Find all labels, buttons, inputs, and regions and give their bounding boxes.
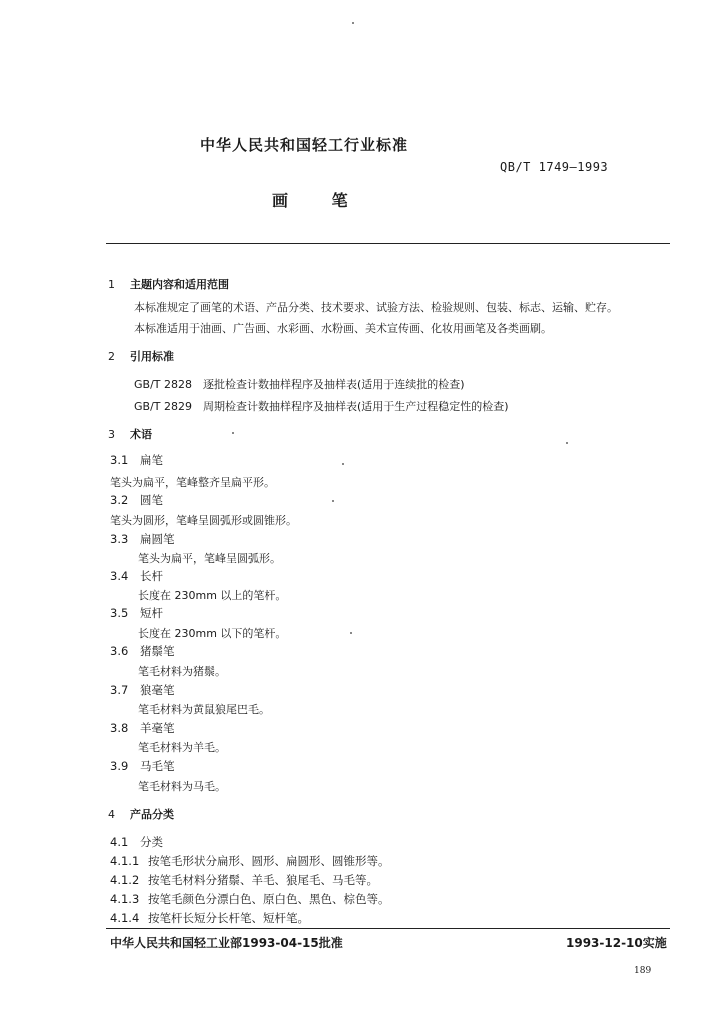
- reference-gb-2828: GB/T 2828 逐批检查计数抽样程序及抽样表(适用于连续批的检查): [134, 378, 465, 391]
- term-name: 圆笔: [140, 493, 163, 507]
- term-3-8: [110, 720, 175, 736]
- section-number: 3: [108, 428, 115, 441]
- clause-text: 按笔毛形状分扁形、圆形、扁圆形、圆锥形等。: [148, 854, 390, 868]
- term-name: 长杆: [140, 569, 163, 583]
- term-name: 短杆: [140, 606, 163, 620]
- term-name: 马毛笔: [140, 759, 175, 773]
- section-title: 主题内容和适用范围: [130, 278, 229, 291]
- classification-4-1-1: [110, 853, 390, 869]
- term-3-6: [110, 643, 175, 659]
- scan-speck: [350, 632, 352, 634]
- term-3-1-definition: 笔头为扁平，笔峰整齐呈扁平形。: [110, 476, 275, 489]
- term-number: 3.8: [110, 721, 129, 735]
- term-number: 3.1: [110, 453, 129, 467]
- scan-speck: [342, 463, 344, 465]
- term-3-1: [110, 452, 163, 468]
- term-number: 3.3: [110, 532, 129, 546]
- term-3-7: [110, 682, 175, 698]
- approval-line: 中华人民共和国轻工业部1993-04-15批准: [110, 936, 343, 950]
- clause-number: 4.1: [110, 835, 129, 849]
- term-3-2-definition: 笔头为圆形，笔峰呈圆弧形或圆锥形。: [110, 514, 297, 527]
- section-number: 4: [108, 808, 115, 821]
- scan-speck: [352, 22, 354, 24]
- clause-number: 4.1.2: [110, 873, 140, 887]
- term-3-5-definition: 长度在 230mm 以下的笔杆。: [138, 627, 287, 640]
- term-number: 3.7: [110, 683, 129, 697]
- term-3-4: [110, 568, 163, 584]
- section-4-heading: [108, 806, 174, 822]
- term-name: 扁圆笔: [140, 532, 175, 546]
- classification-4-1-4: [110, 910, 309, 926]
- term-number: 3.9: [110, 759, 129, 773]
- section-title: 产品分类: [130, 808, 174, 821]
- clause-text: 分类: [140, 835, 163, 849]
- header-divider: [106, 243, 670, 244]
- term-number: 3.6: [110, 644, 129, 658]
- classification-4-1: [110, 834, 163, 850]
- section-number: 1: [108, 278, 115, 291]
- term-number: 3.2: [110, 493, 129, 507]
- reference-gb-2829: GB/T 2829 周期检查计数抽样程序及抽样表(适用于生产过程稳定性的检查): [134, 400, 509, 413]
- clause-text: 按笔毛颜色分漂白色、原白色、黑色、棕色等。: [148, 892, 390, 906]
- implementation-date: 1993-12-10实施: [566, 936, 667, 950]
- term-number: 3.4: [110, 569, 129, 583]
- term-3-3: [110, 531, 175, 547]
- clause-number: 4.1.3: [110, 892, 140, 906]
- section-1-heading: [108, 276, 229, 292]
- term-3-7-definition: 笔毛材料为黄鼠狼尾巴毛。: [138, 703, 270, 716]
- term-name: 猪鬃笔: [140, 644, 175, 658]
- section-3-heading: [108, 426, 152, 442]
- term-3-4-definition: 长度在 230mm 以上的笔杆。: [138, 589, 287, 602]
- page-number: 189: [634, 966, 652, 976]
- term-3-5: [110, 605, 163, 621]
- scan-speck: [332, 500, 334, 502]
- clause-text: 按笔毛材料分猪鬃、羊毛、狼尾毛、马毛等。: [148, 873, 378, 887]
- term-3-8-definition: 笔毛材料为羊毛。: [138, 741, 226, 754]
- standard-category-title: 中华人民共和国轻工行业标准: [200, 136, 409, 154]
- section-2-heading: [108, 348, 174, 364]
- term-3-6-definition: 笔毛材料为猪鬃。: [138, 665, 226, 678]
- section-number: 2: [108, 350, 115, 363]
- term-name: 扁笔: [140, 453, 163, 467]
- footer-divider: [106, 928, 670, 929]
- section-title: 术语: [130, 428, 152, 441]
- clause-number: 4.1.1: [110, 854, 140, 868]
- classification-4-1-3: [110, 891, 390, 907]
- document-title: 画 笔: [272, 191, 348, 210]
- term-number: 3.5: [110, 606, 129, 620]
- section-title: 引用标准: [130, 350, 174, 363]
- term-3-3-definition: 笔头为扁平，笔峰呈圆弧形。: [138, 552, 281, 565]
- term-name: 狼毫笔: [140, 683, 175, 697]
- term-3-9: [110, 758, 175, 774]
- standard-code: QB/T 1749—1993: [500, 160, 609, 174]
- classification-4-1-2: [110, 872, 378, 888]
- scan-speck: [566, 442, 568, 444]
- section-1-paragraph-2: 本标准适用于油画、广告画、水彩画、水粉画、美术宣传画、化妆用画笔及各类画刷。: [134, 322, 552, 335]
- term-3-2: [110, 492, 163, 508]
- clause-number: 4.1.4: [110, 911, 140, 925]
- clause-text: 按笔杆长短分长杆笔、短杆笔。: [148, 911, 309, 925]
- term-name: 羊毫笔: [140, 721, 175, 735]
- scan-speck: [232, 432, 234, 434]
- section-1-paragraph-1: 本标准规定了画笔的术语、产品分类、技术要求、试验方法、检验规则、包装、标志、运输、贮存。: [134, 301, 618, 314]
- term-3-9-definition: 笔毛材料为马毛。: [138, 780, 226, 793]
